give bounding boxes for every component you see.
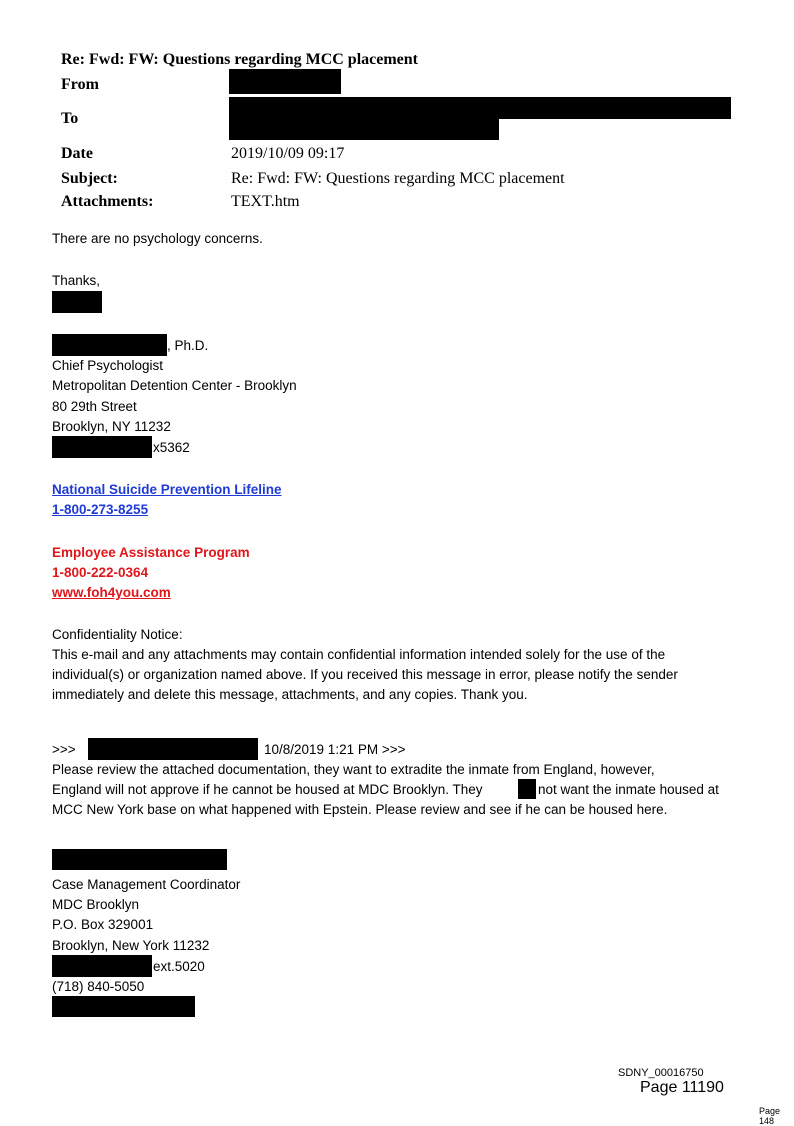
date-label: Date — [61, 145, 93, 162]
attachments-label: Attachments: — [61, 193, 154, 210]
quote-sig-phone: (718) 840-5050 — [52, 979, 145, 994]
redaction-to-line2 — [229, 119, 499, 140]
quote-line1: Please review the attached documentation, they want to extradite the inmate from England, however, — [52, 762, 655, 777]
bates-number: SDNY_00016750 — [618, 1067, 704, 1079]
redaction-quoted-word — [518, 779, 536, 799]
confidentiality-line3: immediately and delete this message, attachments, and any copies. Thank you. — [52, 687, 528, 702]
quote-line3: MCC New York base on what happened with Epstein. Please review and see if he can be housed here. — [52, 802, 668, 817]
eap-phone: 1-800-222-0364 — [52, 565, 149, 580]
quote-line2b: not want the inmate housed at — [538, 782, 719, 797]
quote-sig-org: MDC Brooklyn — [52, 897, 140, 912]
email-title: Re: Fwd: FW: Questions regarding MCC placement — [61, 51, 418, 68]
confidentiality-heading: Confidentiality Notice: — [52, 627, 183, 642]
attachments-value: TEXT.htm — [231, 193, 300, 210]
subject-label: Subject: — [61, 170, 118, 187]
signature-extension: x5362 — [153, 440, 190, 455]
quote-prefix: >>> — [52, 742, 76, 757]
signature-title: Chief Psychologist — [52, 358, 164, 373]
signature-address1: 80 29th Street — [52, 399, 137, 414]
redaction-quoted-phone — [52, 955, 152, 977]
lifeline-phone-link[interactable]: 1-800-273-8255 — [52, 502, 149, 517]
confidentiality-line1: This e-mail and any attachments may contain confidential information intended solely for the use of the — [52, 647, 666, 662]
date-value: 2019/10/09 09:17 — [231, 145, 345, 162]
quote-sig-extension: ext.5020 — [153, 959, 205, 974]
quote-sig-pobox: P.O. Box 329001 — [52, 917, 154, 932]
quote-sig-address: Brooklyn, New York 11232 — [52, 938, 210, 953]
page-number-small: Page 148 — [759, 1106, 781, 1126]
signature-address2: Brooklyn, NY 11232 — [52, 419, 171, 434]
redaction-quoted-name — [52, 849, 227, 870]
quote-timestamp: 10/8/2019 1:21 PM >>> — [264, 742, 406, 757]
redaction-quoted-email — [52, 996, 195, 1017]
quote-sig-title: Case Management Coordinator — [52, 877, 241, 892]
page-number: Page 11190 — [640, 1079, 724, 1096]
redaction-from — [229, 69, 341, 94]
eap-website-link[interactable]: www.foh4you.com — [52, 585, 171, 600]
eap-name: Employee Assistance Program — [52, 545, 250, 560]
quote-line2a: England will not approve if he cannot be housed at MDC Brooklyn. They — [52, 782, 483, 797]
redaction-sender-firstname — [52, 291, 102, 313]
subject-value: Re: Fwd: FW: Questions regarding MCC placement — [231, 170, 565, 187]
to-label: To — [61, 110, 79, 127]
redaction-sender-fullname — [52, 334, 167, 356]
reply-thanks: Thanks, — [52, 273, 101, 288]
reply-line1: There are no psychology concerns. — [52, 231, 263, 246]
lifeline-link[interactable]: National Suicide Prevention Lifeline — [52, 482, 282, 497]
confidentiality-line2: individual(s) or organization named above. If you received this message in error, please notify the sender — [52, 667, 678, 682]
signature-suffix: , Ph.D. — [167, 338, 209, 353]
redaction-sender-phone — [52, 436, 152, 458]
signature-org: Metropolitan Detention Center - Brooklyn — [52, 378, 297, 393]
from-label: From — [61, 76, 99, 93]
redaction-to-line1 — [229, 97, 731, 119]
redaction-quoted-sender — [88, 738, 258, 760]
